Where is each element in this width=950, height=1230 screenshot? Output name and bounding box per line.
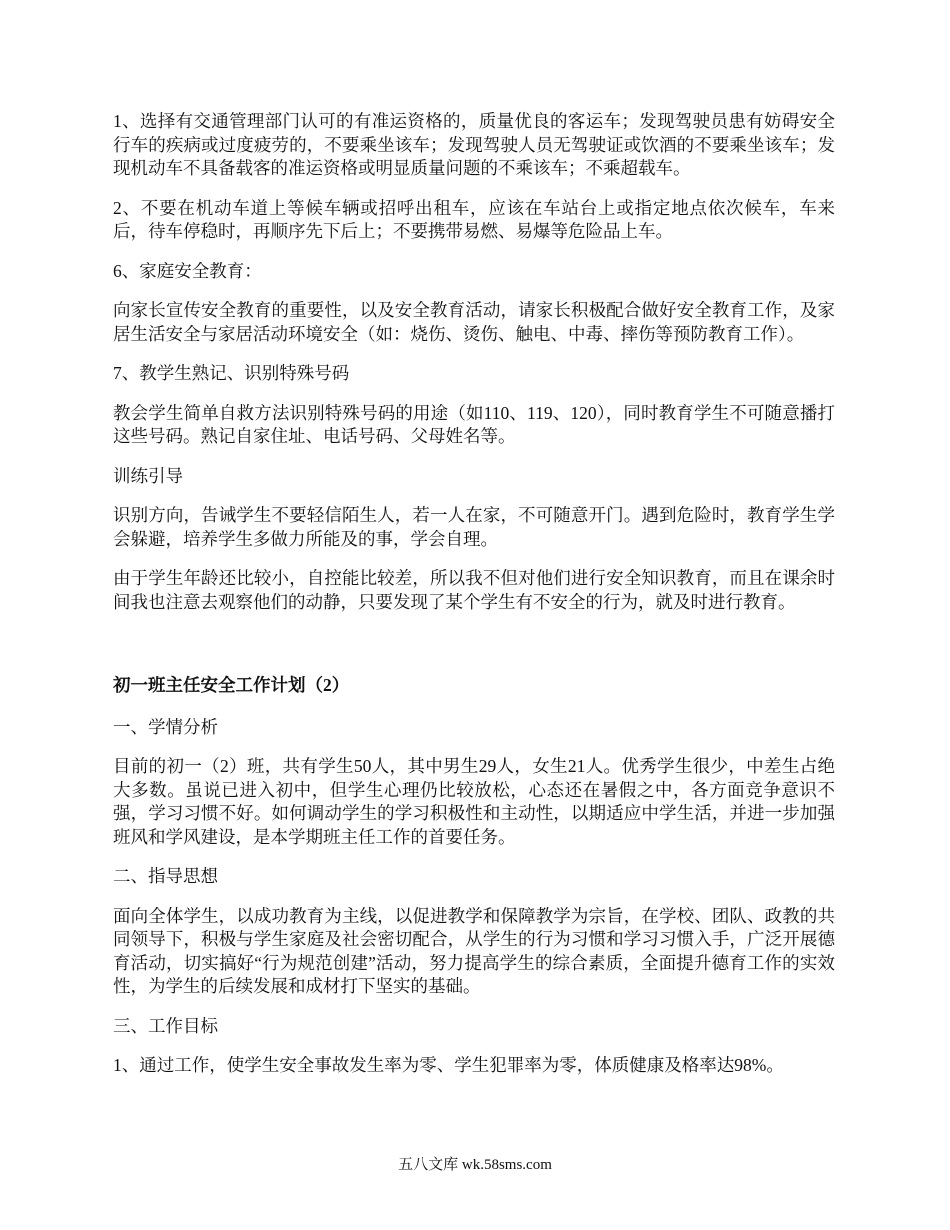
paragraph: 向家长宣传安全教育的重要性，以及安全教育活动，请家长积极配合做好安全教育工作，及家居生活安全与家居活动环境安全（如：烧伤、烫伤、触电、中毒、摔伤等预防教育工作）。 bbox=[113, 300, 835, 344]
document-body bbox=[113, 110, 835, 1094]
paragraph: 2、不要在机动车道上等候车辆或招呼出租车，应该在车站台上或指定地点依次候车，车来后，待车停稳时，再顺序先下后上；不要携带易燃、易爆等危险品上车。 bbox=[113, 197, 835, 241]
paragraph: 1、选择有交通管理部门认可的有准运资格的，质量优良的客运车；发现驾驶员患有妨碍安全行车的疾病或过度疲劳的，不要乘坐该车；发现驾驶人员无驾驶证或饮酒的不要乘坐该车；发现机动车不具备载客的准运资格或明显质量问题的不乘该车；不乘超载车。 bbox=[113, 111, 835, 178]
paragraph-heading: 7、教学生熟记、识别特殊号码 bbox=[113, 363, 350, 383]
paragraph: 教会学生简单自救方法识别特殊号码的用途（如110、119、120），同时教育学生不可随意播打这些号码。熟记自家住址、电话号码、父母姓名等。 bbox=[113, 402, 835, 446]
paragraph: 面向全体学生，以成功教育为主线，以促进教学和保障教学为宗旨，在学校、团队、政教的共同领导下，积极与学生家庭及社会密切配合，从学生的行为习惯和学习习惯入手，广泛开展德育活动，切实搞好“行为规范创建”活动，努力提高学生的综合素质，全面提升德育工作的实效性，为学生的后续发展和成材打下坚实的基础。 bbox=[113, 905, 835, 996]
paragraph: 目前的初一（2）班，共有学生50人，其中男生29人，女生21人。优秀学生很少，中差生占绝大多数。虽说已进入初中，但学生心理仍比较放松，心态还在暑假之中，各方面竞争意识不强，学习习惯不好。如何调动学生的学习积极性和主动性，以期适应中学生活，并进一步加强班风和学风建设，是本学期班主任工作的首要任务。 bbox=[113, 756, 835, 847]
paragraph-heading: 6、家庭安全教育： bbox=[113, 260, 262, 281]
footer-watermark: 五八文库 wk.58sms.com bbox=[398, 1157, 552, 1173]
paragraph-heading: 二、指导思想 bbox=[113, 866, 218, 886]
paragraph-heading: 训练引导 bbox=[113, 465, 183, 486]
paragraph: 由于学生年龄还比较小，自控能比较差，所以我不但对他们进行安全知识教育，而且在课余时间我也注意去观察他们的动静，只要发现了某个学生有不安全的行为，就及时进行教育。 bbox=[113, 568, 835, 612]
paragraph: 识别方向，告诫学生不要轻信陌生人，若一人在家，不可随意开门。遇到危险时，教育学生学会躲避，培养学生多做力所能及的事，学会自理。 bbox=[113, 505, 835, 549]
section-spacer bbox=[113, 630, 835, 674]
paragraph-heading: 三、工作目标 bbox=[113, 1015, 218, 1036]
paragraph: 1、通过工作，使学生安全事故发生率为零、学生犯罪率为零，体质健康及格率达98%。 bbox=[113, 1055, 784, 1075]
paragraph-heading: 一、学情分析 bbox=[113, 716, 218, 737]
section-title: 初一班主任安全工作计划（2） bbox=[113, 675, 350, 695]
